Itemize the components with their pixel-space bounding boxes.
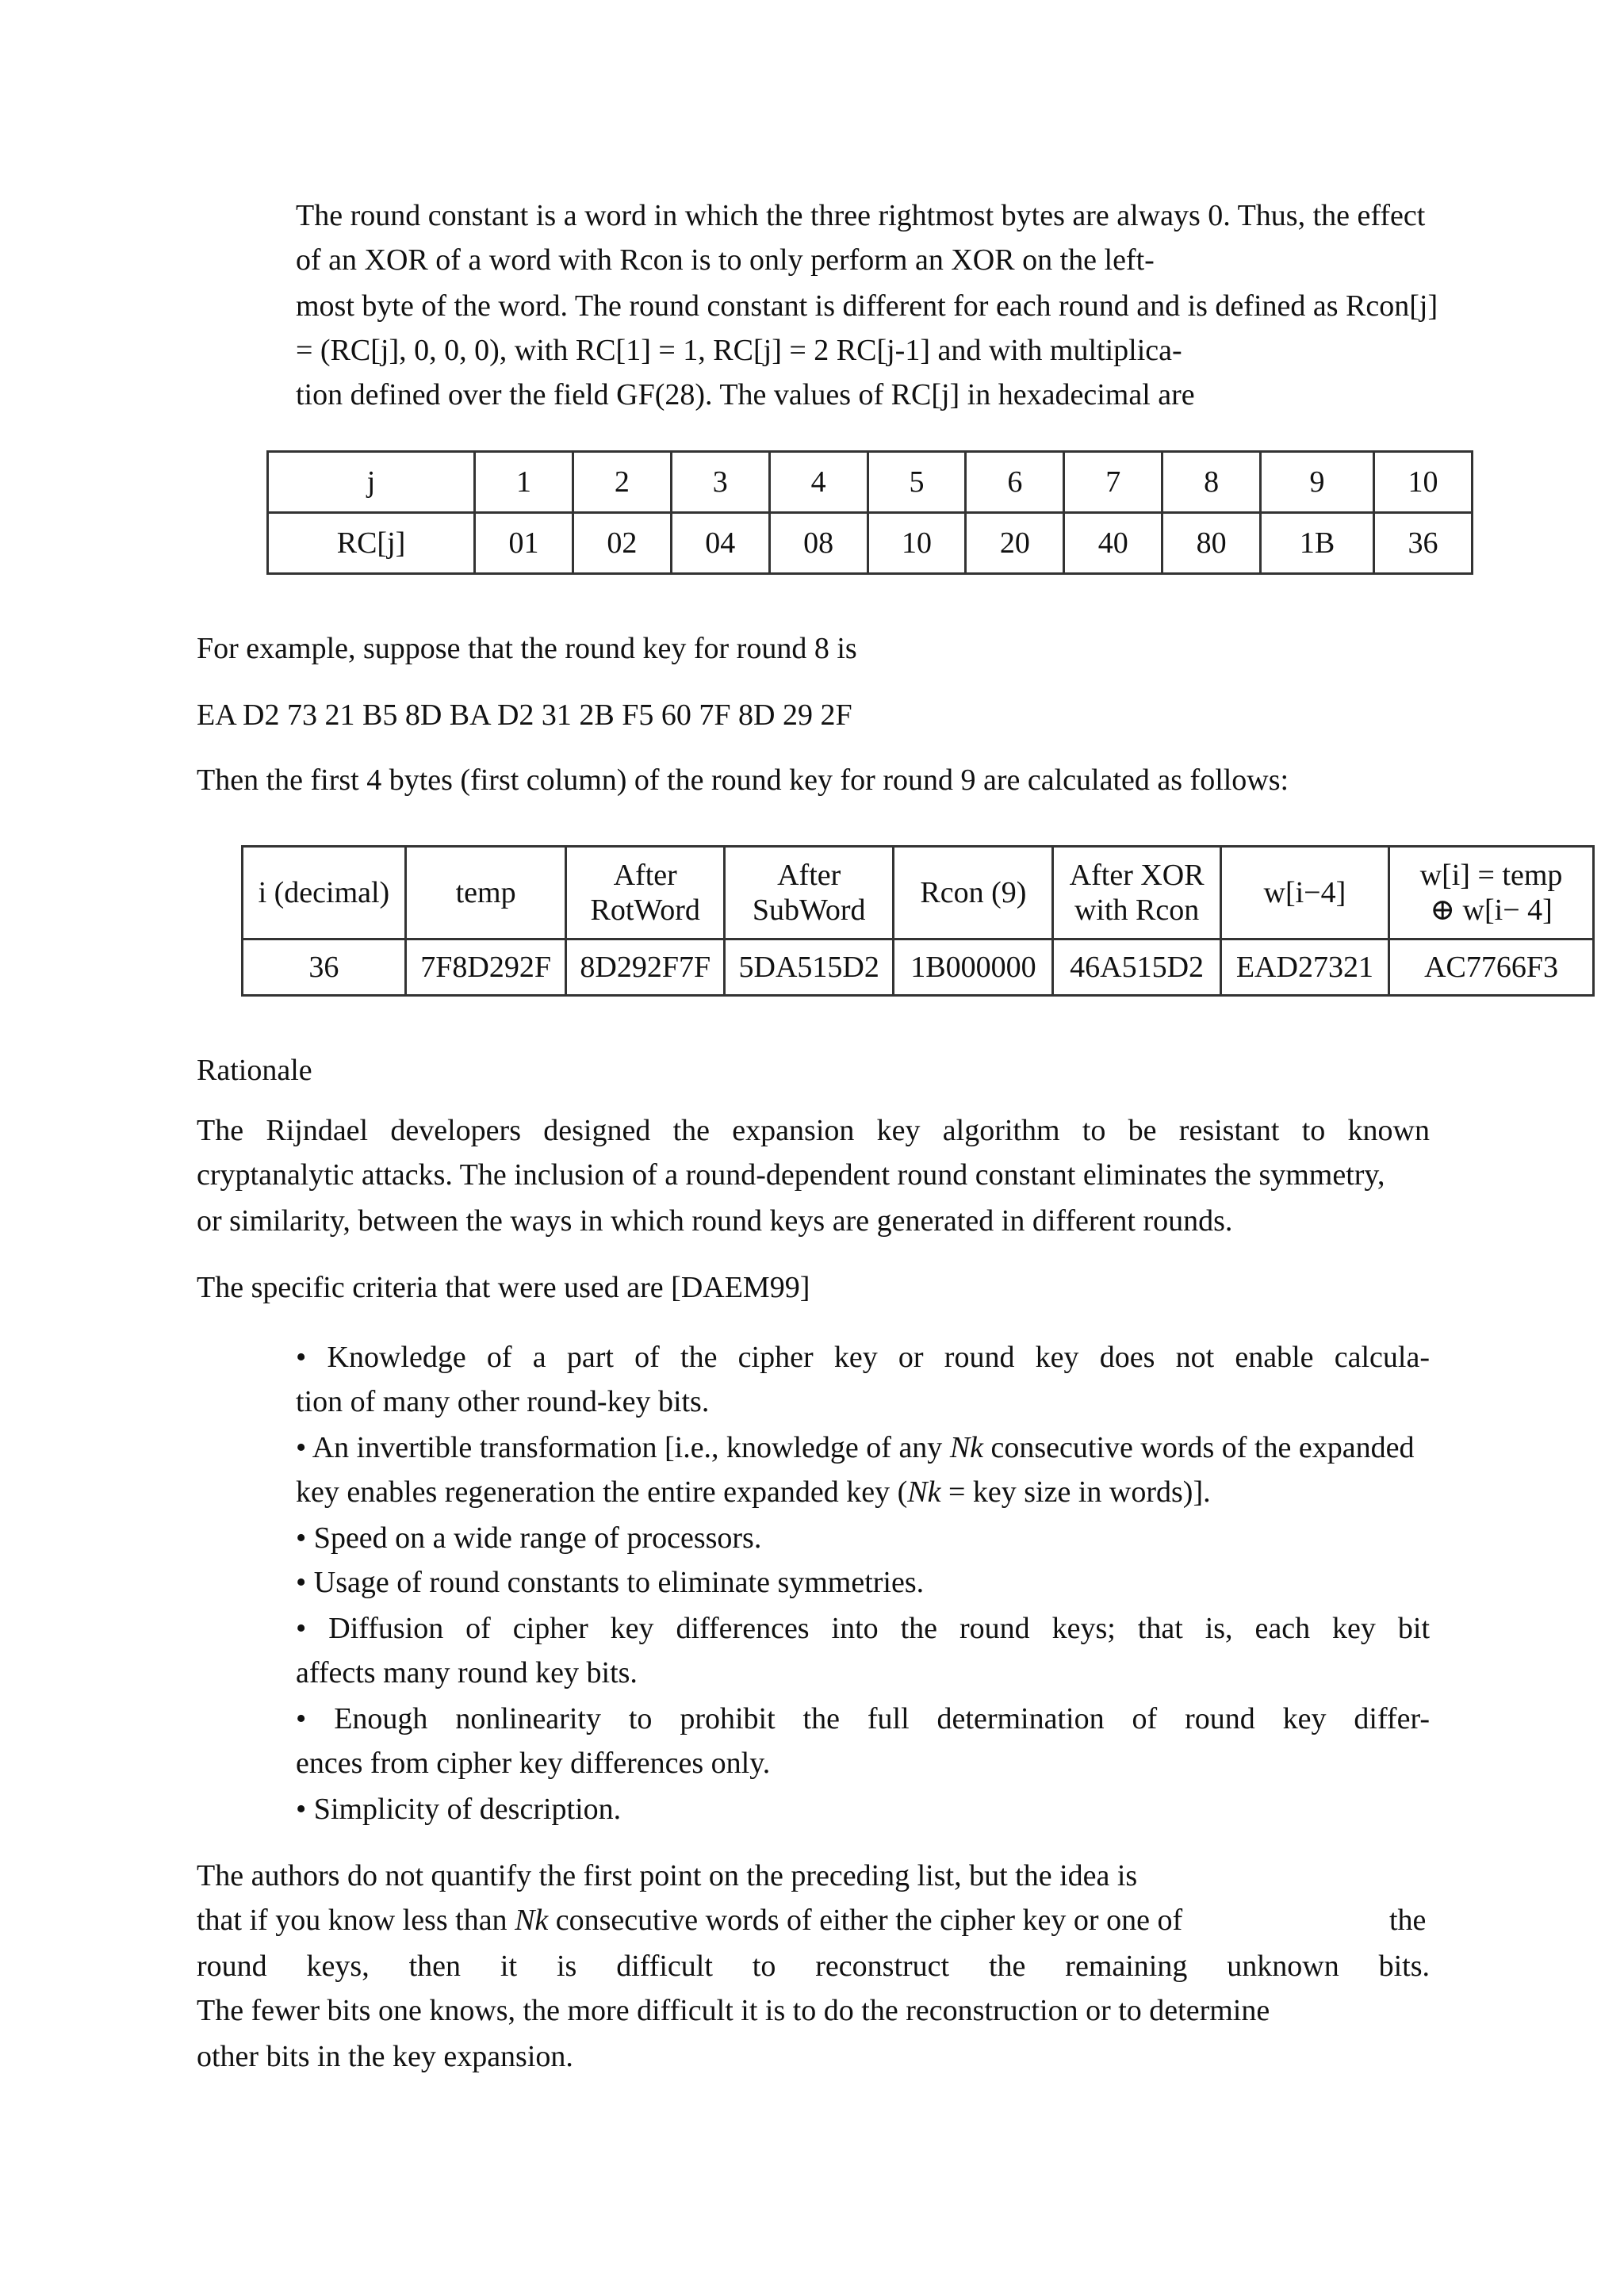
header-w-i-minus-4 [1220, 847, 1388, 939]
intro-line-3: most byte of the word. The round constant is different for each round and is defined as Rcon[j] [296, 289, 1438, 323]
criteria-intro: The specific criteria that were used are [DAEM99] [197, 1271, 810, 1304]
bullet-4: • Usage of round constants to eliminate symmetries. [296, 1566, 925, 1599]
rc-table-row-rc [268, 513, 1473, 574]
intro-line-1: The round constant is a word in which the three rightmost bytes are always 0. Thus, the effect [296, 199, 1426, 232]
closing-text: that if you know less than [197, 1904, 515, 1937]
bullet-text: consecutive words of the expanded [983, 1431, 1415, 1464]
header-text: SubWord [752, 894, 866, 927]
bullet-5-line-2: affects many round key bits. [296, 1656, 638, 1689]
bullet-3: • Speed on a wide range of processors. [296, 1521, 762, 1555]
header-temp [405, 847, 566, 939]
rc-table-cell: 1 [475, 452, 573, 513]
closing-line-2 [197, 1898, 1182, 1942]
key-expansion-value-row [243, 939, 1594, 996]
header-text: RotWord [590, 894, 700, 927]
rc-table-cell: 4 [769, 452, 868, 513]
header-text: After [777, 859, 841, 892]
bullet-5-line-1: • Diffusion of cipher key differences into the round keys; that is, each key bit [296, 1612, 1430, 1645]
rc-table-cell: 2 [573, 452, 671, 513]
closing-line-5: other bits in the key expansion. [197, 2040, 573, 2073]
rc-table-cell: 8 [1162, 452, 1261, 513]
rc-table-cell: 10 [868, 513, 966, 574]
header-text: After [613, 859, 677, 892]
table-cell: 5DA515D2 [725, 939, 894, 996]
bullet-text: key enables regeneration the entire expanded key ( [296, 1475, 908, 1509]
key-expansion-table [241, 845, 1595, 997]
closing-line-2-end: the [1389, 1904, 1427, 1937]
rc-table [266, 450, 1473, 575]
table-cell: EAD27321 [1220, 939, 1388, 996]
closing-line-1: The authors do not quantify the first point on the preceding list, but the idea is [197, 1859, 1138, 1892]
bullet-text: = key size in words)]. [940, 1475, 1211, 1509]
rationale-line-3: or similarity, between the ways in which round keys are generated in different rounds. [197, 1204, 1233, 1238]
rc-table-cell: 6 [966, 452, 1064, 513]
header-text: i (decimal) [258, 876, 390, 909]
nk-term: Nk [907, 1475, 941, 1509]
closing-line-3: round keys, then it is difficult to reconstruct the remaining unknown bits. [197, 1950, 1430, 1983]
example-key: EA D2 73 21 B5 8D BA D2 31 2B F5 60 7F 8D 29 2F [197, 698, 852, 732]
table-cell: 8D292F7F [566, 939, 725, 996]
rc-table-cell: 02 [573, 513, 671, 574]
header-after-subword [725, 847, 894, 939]
table-cell: 1B000000 [894, 939, 1053, 996]
key-expansion-header-row [243, 847, 1594, 939]
rc-table-label-j: j [268, 452, 475, 513]
rc-table-cell: 5 [868, 452, 966, 513]
bullet-2-line-1 [296, 1425, 1414, 1470]
rc-table-cell: 40 [1064, 513, 1162, 574]
header-text: w[i−4] [1263, 876, 1346, 909]
closing-line-4: The fewer bits one knows, the more difficult it is to do the reconstruction or to determine [197, 1994, 1270, 2027]
bullet-7: • Simplicity of description. [296, 1793, 622, 1826]
table-cell: 46A515D2 [1053, 939, 1220, 996]
header-w-i [1389, 847, 1594, 939]
table-cell: AC7766F3 [1389, 939, 1594, 996]
bullet-text: • An invertible transformation [i.e., knowledge of any [296, 1431, 950, 1464]
header-text: Rcon (9) [920, 876, 1027, 909]
bullet-2-line-2 [296, 1470, 1211, 1514]
rc-table-cell: 04 [671, 513, 769, 574]
rc-table-cell: 7 [1064, 452, 1162, 513]
rc-table-cell: 10 [1374, 452, 1473, 513]
header-text: ⊕ w[i− 4] [1430, 894, 1553, 927]
rc-table-row-j [268, 452, 1473, 513]
header-i-decimal [243, 847, 406, 939]
bullet-1-line-2: tion of many other round-key bits. [296, 1385, 710, 1418]
rc-table-cell: 9 [1261, 452, 1374, 513]
header-text: with Rcon [1074, 894, 1200, 927]
example-line-1: For example, suppose that the round key for round 8 is [197, 632, 857, 665]
rc-table-cell: 36 [1374, 513, 1473, 574]
example-line-2: Then the first 4 bytes (first column) of the round key for round 9 are calculated as follows: [197, 763, 1289, 797]
header-text: After XOR [1069, 859, 1205, 892]
section-heading-rationale: Rationale [197, 1054, 312, 1087]
bullet-6-line-2: ences from cipher key differences only. [296, 1747, 771, 1780]
nk-term: Nk [949, 1431, 984, 1464]
rc-table-cell: 3 [671, 452, 769, 513]
rc-table-cell: 20 [966, 513, 1064, 574]
table-cell: 7F8D292F [405, 939, 566, 996]
rc-table-cell: 80 [1162, 513, 1261, 574]
intro-line-2: of an XOR of a word with Rcon is to only perform an XOR on the left- [296, 243, 1155, 277]
intro-line-4: = (RC[j], 0, 0, 0), with RC[1] = 1, RC[j] = 2 RC[j-1] and with multiplica- [296, 334, 1182, 367]
rationale-line-1: The Rijndael developers designed the expansion key algorithm to be resistant to known [197, 1114, 1430, 1147]
bullet-1-line-1: • Knowledge of a part of the cipher key or round key does not enable calcula- [296, 1341, 1430, 1374]
closing-text: consecutive words of either the cipher key or one of [548, 1904, 1183, 1937]
rc-table-label-rc: RC[j] [268, 513, 475, 574]
rc-table-cell: 01 [475, 513, 573, 574]
intro-line-5: tion defined over the field GF(28). The values of RC[j] in hexadecimal are [296, 378, 1195, 411]
header-rcon [894, 847, 1053, 939]
rc-table-cell: 08 [769, 513, 868, 574]
header-text: temp [455, 876, 516, 909]
bullet-6-line-1: • Enough nonlinearity to prohibit the full determination of round key differ- [296, 1702, 1430, 1735]
header-after-rotword [566, 847, 725, 939]
rationale-line-2: cryptanalytic attacks. The inclusion of a round-dependent round constant eliminates the symmetry, [197, 1158, 1385, 1192]
header-after-xor [1053, 847, 1220, 939]
rc-table-cell: 1B [1261, 513, 1374, 574]
nk-term: Nk [515, 1904, 549, 1937]
table-cell: 36 [243, 939, 406, 996]
header-text: w[i] = temp [1419, 859, 1563, 892]
